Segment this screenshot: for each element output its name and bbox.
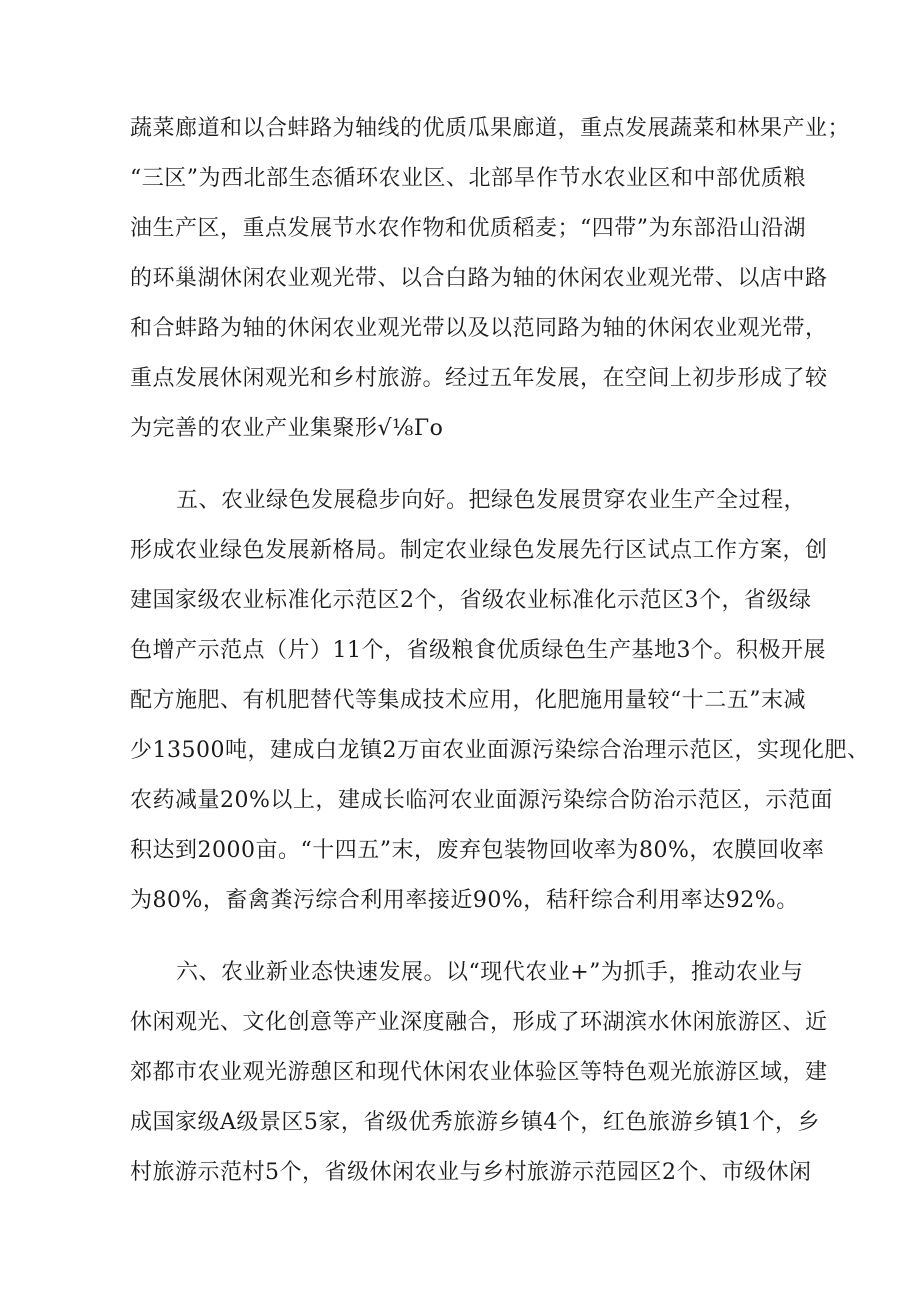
text-line: 休闲观光、文化创意等产业深度融合，形成了环湖滨水休闲旅游区、近 [130,1010,828,1035]
paragraph-heading-line: 六、农业新业态快速发展。以“现代农业+”为抓手，推动农业与 [176,960,804,985]
text-line: 村旅游示范村5个，省级休闲农业与乡村旅游示范园区2个、市级休闲 [130,1160,812,1185]
text-line: 油生产区，重点发展节水农作物和优质稻麦；“四带”为东部沿山沿湖 [130,216,806,241]
text-line: 配方施肥、有机肥替代等集成技术应用，化肥施用量较“十二五”末减 [130,688,806,713]
text-line: 建国家级农业标准化示范区2个，省级农业标准化示范区3个，省级绿 [130,588,812,613]
text-line: 为完善的农业产业集聚形√⅛Γo [130,416,444,441]
paragraph-heading-line: 五、农业绿色发展稳步向好。把绿色发展贯穿农业生产全过程， [176,488,807,513]
text-line: 蔬菜廊道和以合蚌路为轴线的优质瓜果廊道，重点发展蔬菜和林果产业； [130,116,851,141]
text-line: 郊都市农业观光游憩区和现代休闲农业体验区等特色观光旅游区域，建 [130,1060,828,1085]
text-line: 重点发展休闲观光和乡村旅游。经过五年发展，在空间上初步形成了较 [130,366,828,391]
text-line: 积达到2000亩。“十四五”末，废弃包装物回收率为80%，农膜回收率 [130,838,825,863]
text-line: 的环巢湖休闲农业观光带、以合白路为轴的休闲农业观光带、以店中路 [130,266,828,291]
text-line: 少13500吨，建成白龙镇2万亩农业面源污染综合治理示范区，实现化肥、 [130,738,870,763]
text-line: 和合蚌路为轴的休闲农业观光带以及以范同路为轴的休闲农业观光带， [130,316,828,341]
text-line: “三区”为西北部生态循环农业区、北部旱作节水农业区和中部优质粮 [130,166,806,191]
text-line: 形成农业绿色发展新格局。制定农业绿色发展先行区试点工作方案，创 [130,538,828,563]
text-line: 为80%，畜禽粪污综合利用率接近90%，秸秆综合利用率达92%。 [130,888,799,913]
text-line: 色增产示范点（片）11个，省级粮食优质绿色生产基地3个。积极开展 [130,638,826,663]
text-line: 成国家级A级景区5家，省级优秀旅游乡镇4个，红色旅游乡镇1个，乡 [130,1110,820,1135]
text-line: 农药减量20%以上，建成长临河农业面源污染综合防治示范区，示范面 [130,788,833,813]
